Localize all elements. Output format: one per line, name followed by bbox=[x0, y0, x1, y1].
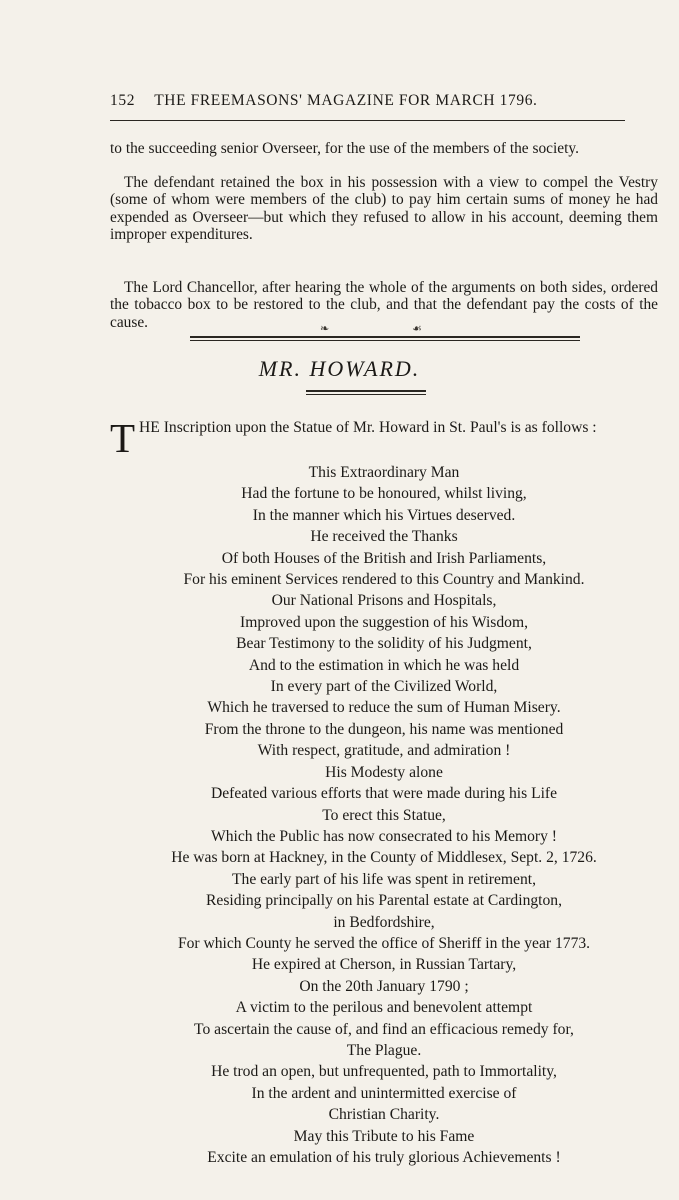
inscription-line: And to the estimation in which he was held bbox=[248, 656, 520, 674]
inscription-line: Improved upon the suggestion of his Wisdom, bbox=[240, 613, 528, 631]
inscription-line: To erect this Statue, bbox=[322, 806, 446, 824]
inscription-line: The early part of his life was spent in retirement, bbox=[232, 870, 536, 888]
page-number: 152 bbox=[110, 92, 136, 109]
inscription-line: With respect, gratitude, and admiration ! bbox=[257, 742, 511, 760]
article-title: MR. HOWARD. bbox=[258, 356, 421, 381]
running-title: THE FREEMASONS' MAGAZINE FOR MARCH 1796. bbox=[154, 92, 538, 109]
inscription-line: For which County he served the office of Sheriff in the year 1773. bbox=[177, 934, 591, 952]
inscription-line: He expired at Cherson, in Russian Tartary, bbox=[251, 956, 517, 974]
section-divider bbox=[190, 336, 580, 341]
statue-inscription bbox=[110, 462, 658, 1168]
inscription-line: Bear Testimony to the solidity of his Judgment, bbox=[236, 635, 532, 653]
inscription-line: For his eminent Services rendered to this Country and Mankind. bbox=[183, 571, 585, 589]
inscription-line: Residing principally on his Parental estate at Cardington, bbox=[206, 892, 562, 910]
ornament-left-icon: ❧ bbox=[320, 323, 330, 335]
inscription-line: Excite an emulation of his truly glorious Achievements ! bbox=[207, 1149, 561, 1166]
inscription-line: In every part of the Civilized World, bbox=[270, 678, 498, 696]
inscription-line: He trod an open, but unfrequented, path to Immortality, bbox=[211, 1063, 557, 1081]
inscription-line: Which the Public has now consecrated to his Memory ! bbox=[210, 827, 557, 845]
inscription-line: Defeated various efforts that were made during his Life bbox=[210, 785, 558, 803]
inscription-line: Had the fortune to be honoured, whilst living, bbox=[241, 485, 527, 503]
inscription-line: Our National Prisons and Hospitals, bbox=[271, 592, 497, 610]
inscription-line: He received the Thanks bbox=[310, 528, 458, 546]
paragraph-defendant: The defendant retained the box in his possession with a view to compel the Vestry (some of whom were members of the club) to pay him certain sums of money he had expended as Overseer—but which they refused to allow in his account, deeming them improper expenditures. bbox=[110, 174, 658, 244]
header-rule bbox=[110, 120, 625, 121]
inscription-line: The Plague. bbox=[346, 1041, 422, 1059]
ornament-right-icon: ☙ bbox=[412, 323, 422, 335]
article-intro bbox=[110, 415, 658, 461]
running-header bbox=[110, 92, 630, 110]
inscription-line: His Modesty alone bbox=[325, 763, 443, 781]
inscription-line: Which he traversed to reduce the sum of Human Misery. bbox=[207, 699, 561, 717]
inscription-line: May this Tribute to his Fame bbox=[293, 1127, 475, 1145]
inscription-line: Christian Charity. bbox=[328, 1106, 440, 1124]
drop-cap: T bbox=[110, 415, 136, 461]
inscription-line: Of both Houses of the British and Irish Parliaments, bbox=[221, 549, 547, 567]
intro-text: HE Inscription upon the Statue of Mr. Howard in St. Paul's is as follows : bbox=[139, 419, 597, 436]
inscription-line: In the ardent and unintermitted exercise of bbox=[251, 1084, 517, 1102]
inscription-line: He was born at Hackney, in the County of Middlesex, Sept. 2, 1726. bbox=[171, 849, 597, 867]
inscription-line: This Extraordinary Man bbox=[308, 464, 460, 481]
inscription-line: A victim to the perilous and benevolent attempt bbox=[235, 999, 533, 1017]
paragraph-lord-chancellor: The Lord Chancellor, after hearing the whole of the arguments on both sides, ordered the tobacco box to be restored to the club, and that the defendant pay the costs of the cause. bbox=[110, 279, 658, 331]
inscription-line: On the 20th January 1790 ; bbox=[299, 977, 469, 995]
inscription-line: In the manner which his Virtues deserved. bbox=[252, 506, 516, 524]
title-underline bbox=[306, 390, 426, 395]
inscription-line: To ascertain the cause of, and find an efficacious remedy for, bbox=[194, 1020, 574, 1038]
inscription-line: From the throne to the dungeon, his name was mentioned bbox=[204, 720, 564, 738]
inscription-line: in Bedfordshire, bbox=[333, 913, 435, 931]
paragraph-continuation: to the succeeding senior Overseer, for the use of the members of the society. bbox=[110, 140, 579, 157]
